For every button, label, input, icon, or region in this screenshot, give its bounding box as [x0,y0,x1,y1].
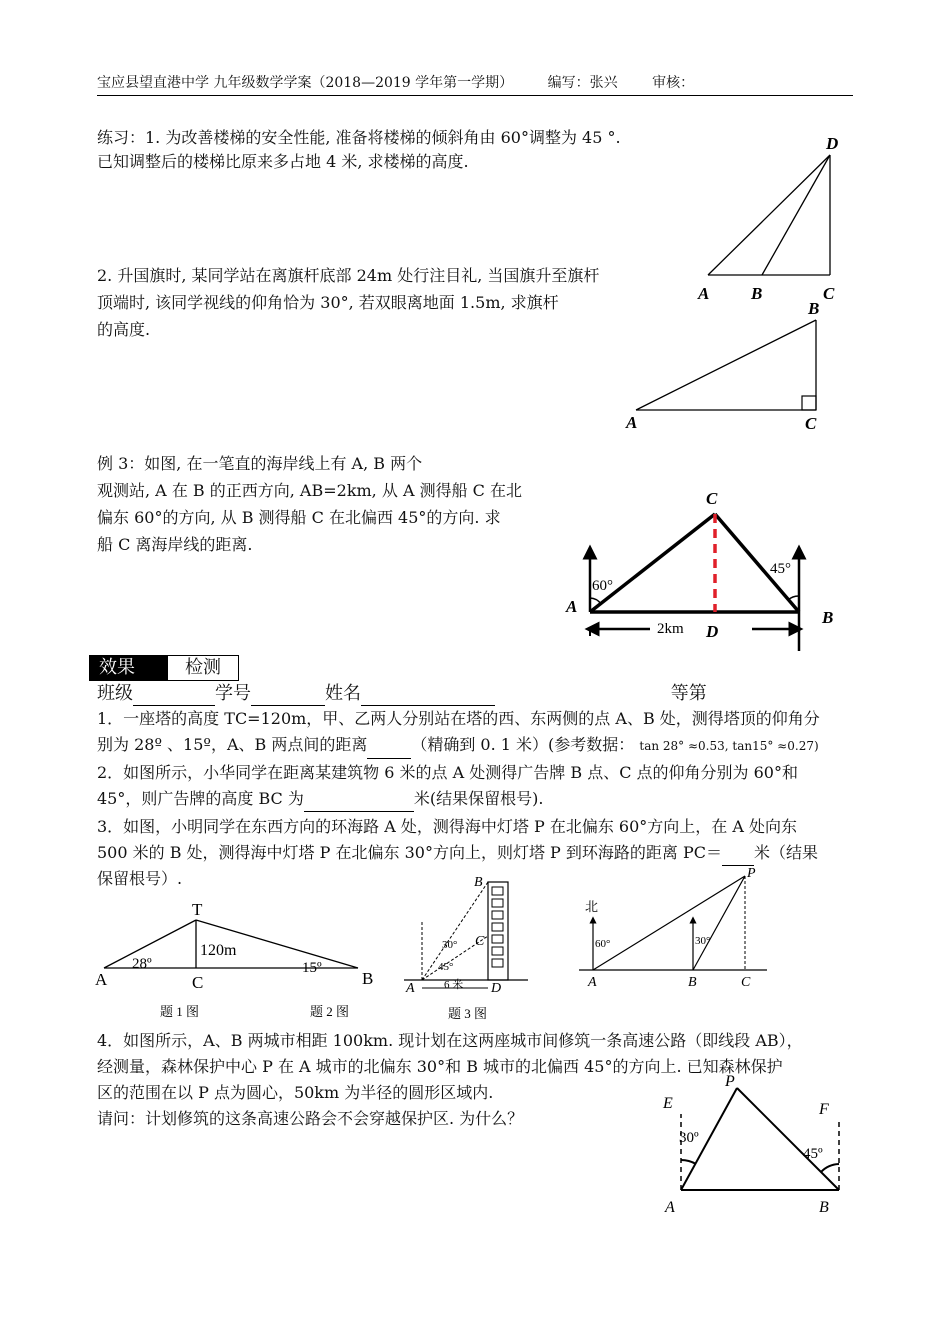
fig1-caption: 题 1 图 [160,1004,200,1019]
fig3-label-p: P [747,866,756,881]
q3-line2a: 500 米的 B 处，测得海中灯塔 P 在北偏东 30°方向上，则灯塔 P 到环海路的距离 PC＝ [97,843,722,862]
fig4-label-b: B [819,1199,829,1216]
q2-line2a: 45°，则广告牌的高度 BC 为 [97,789,304,808]
figure-coast [562,486,852,656]
fig2-angle-45: 45° [438,961,454,973]
page-header [97,72,853,96]
practice-2-line3: 的高度. [97,320,151,339]
figure-flagpole [620,298,830,438]
q1-line2a: 别为 28º 、15º，A、B 两点间的距离 [97,735,368,754]
header-author: 编写：张兴 [547,75,618,91]
q2-line2b: 米(结果保留根号). [413,789,544,808]
practice-1-line1: 练习：1. 为改善楼梯的安全性能, 准备将楼梯的倾斜角由 60°调整为 45 °. [97,128,621,147]
name-label: 姓名 [325,683,361,704]
fig4-label-e: E [663,1095,673,1112]
coast-distance: 2km [657,621,684,637]
flag-label-c: C [805,414,817,433]
coast-angle-60: 60° [592,578,613,594]
header-school: 宝应县望直港中学 九年级数学学案（2018—2019 学年第一学期） [97,75,514,91]
example-3-line1: 例 3：如图, 在一笔直的海岸线上有 A, B 两个 [97,454,423,473]
fig1-angle-15: 15º [302,960,322,976]
fig2-label-c: C [475,934,485,949]
fig4-angle-30: 30º [679,1130,699,1146]
flag-label-a: A [626,413,638,432]
practice-2 [97,262,599,343]
grade-label: 等第 [670,683,707,704]
fig2-caption: 题 2 图 [310,1004,350,1019]
fig4-label-p: P [725,1073,735,1090]
example-3-line3: 偏东 60°的方向, 从 B 测得船 C 在北偏西 45°的方向. 求 [97,508,501,527]
figure-4 [655,1068,855,1218]
fig1-label-a: A [95,970,108,989]
stairs-label-c: C [823,284,835,303]
fig3-caption: 题 3 图 [448,1006,488,1021]
fig3-angle-60: 60° [595,938,611,950]
q2-answer-blank[interactable] [304,811,414,812]
coast-label-d: D [706,622,719,641]
fig2-angle-30: 30° [442,939,458,951]
fig1-label-c: C [192,973,204,992]
q3-line1: 3．如图，小明同学在东西方向的环海路 A 处，测得海中灯塔 P 在北偏东 60°方向上，在 A 处向东 [97,817,798,836]
id-label: 学号 [215,683,251,704]
fig1-label-t: T [192,900,203,919]
student-info-line [97,682,707,706]
flag-label-b: B [808,299,820,318]
fig1-label-b: B [362,969,374,988]
header-review: 审核： [652,75,695,91]
section-dark: 效果 [89,655,167,681]
figure-3 [575,862,775,992]
q1-line1: 1．一座塔的高度 TC=120m，甲、乙两人分别站在塔的西、东两侧的点 A、B 处，测得塔顶的仰角分 [97,709,820,728]
q4-line2: 经测量，森林保护中心 P 在 A 城市的北偏东 30°和 B 城市的北偏西 45°的方向上. 已知森林保护 [97,1057,783,1076]
fig1-height: 120m [200,942,237,959]
practice-2-line1: 2. 升国旗时, 某同学站在离旗杆底部 24m 处行注目礼, 当国旗升至旗杆 [97,266,600,285]
figure-2 [400,870,540,1020]
fig3-angle-30: 30° [695,935,711,947]
q4-line3: 区的范围在以 P 点为圆心，50km 为半径的圆形区域内. [97,1083,494,1102]
q2-line1: 2．如图所示，小华同学在距离某建筑物 6 米的点 A 处测得广告牌 B 点、C 点的仰角分别为 60°和 [97,763,798,782]
q4-line1: 4．如图所示，A、B 两城市相距 100km. 现计划在这两座城市间修筑一条高速公路（即线段 AB）， [97,1031,803,1050]
practice-1 [97,126,621,174]
fig2-label-b: B [474,875,483,890]
fig2-label-a: A [406,981,415,996]
q4-line4: 请问：计划修筑的这条高速公路会不会穿越保护区. 为什么？ [97,1109,524,1128]
practice-1-line2: 已知调整后的楼梯比原来多占地 4 米, 求楼梯的高度. [97,152,469,171]
q1-line2b: （精确到 0. 1 米）(参考数据： [411,735,635,754]
q3-line3: 保留根号）. [97,869,183,888]
fig4-angle-45: 45º [803,1146,823,1162]
fig3-label-b: B [688,975,697,990]
figure-stairs [690,135,850,305]
section-box [89,655,239,681]
figure-1 [92,898,382,1026]
q1-answer-blank[interactable] [367,758,411,759]
question-2 [97,760,798,812]
fig3-label-c: C [741,975,751,990]
stairs-label-b: B [751,284,763,303]
fig2-label-d: D [491,981,502,996]
fig2-distance: 6 米 [444,979,464,991]
fig3-label-a: A [588,975,597,990]
coast-label-c: C [706,489,718,508]
fig1-angle-28: 28º [132,956,152,972]
stairs-label-a: A [698,284,710,303]
question-1 [97,706,820,759]
coast-label-b: B [822,608,834,627]
practice-2-line2: 顶端时, 该同学视线的仰角恰为 30°, 若双眼离地面 1.5m, 求旗杆 [97,293,559,312]
q3-line2b: 米（结果 [753,843,818,862]
coast-label-a: A [566,597,578,616]
fig3-north: 北 [585,899,599,914]
example-3 [97,450,522,558]
example-3-line2: 观测站, A 在 B 的正西方向, AB=2km, 从 A 测得船 C 在北 [97,481,522,500]
fig4-label-a: A [665,1199,675,1216]
example-3-line4: 船 C 离海岸线的距离. [97,535,253,554]
coast-angle-45: 45° [770,561,791,577]
q1-ref: tan 28° ≈0.53, tan15° ≈0.27) [639,739,819,753]
fig4-label-f: F [819,1101,829,1118]
stairs-label-d: D [826,134,839,153]
section-light: 检测 [167,655,239,681]
class-label: 班级 [97,683,133,704]
